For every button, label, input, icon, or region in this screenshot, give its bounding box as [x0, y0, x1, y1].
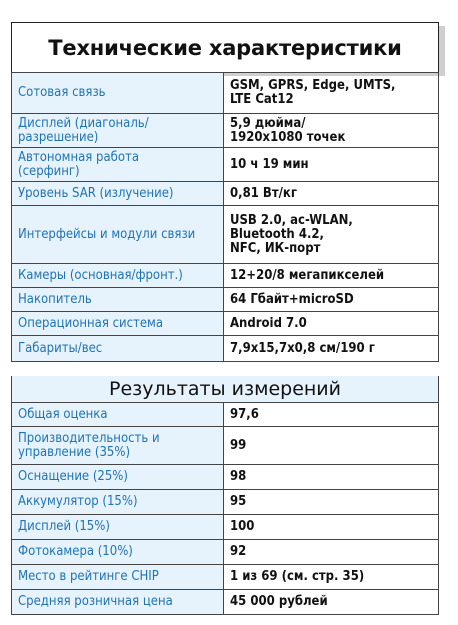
- results-label: Аккумулятор (15%): [12, 490, 224, 515]
- results-label: Место в рейтинге CHIP: [12, 565, 224, 590]
- specs-label: Интерфейсы и модули связи: [12, 206, 224, 264]
- results-value: 45 000 рублей: [224, 590, 439, 615]
- specs-row: [12, 336, 439, 362]
- results-label: Фотокамера (10%): [12, 540, 224, 565]
- specs-value: 5,9 дюйма/ 1920x1080 точек: [224, 114, 439, 148]
- specs-label: Операционная система: [12, 312, 224, 336]
- results-value: 97,6: [224, 403, 439, 427]
- spec-sheet: [11, 8, 439, 616]
- specs-title: Технические характеристики: [11, 22, 439, 72]
- specs-value: 7,9x15,7x0,8 см/190 г: [224, 336, 439, 362]
- specs-label: Дисплей (диагональ/ разрешение): [12, 114, 224, 148]
- specs-row: [12, 288, 439, 312]
- specs-row: [12, 312, 439, 336]
- specs-value: 12+20/8 мегапикселей: [224, 264, 439, 288]
- specs-value: 0,81 Вт/кг: [224, 182, 439, 206]
- specs-label: Уровень SAR (излучение): [12, 182, 224, 206]
- specs-table: [11, 72, 439, 362]
- results-label: Производительность и управление (35%): [12, 427, 224, 465]
- results-row: [12, 565, 439, 590]
- results-title: Результаты измерений: [11, 376, 439, 402]
- results-label: Средняя розничная цена: [12, 590, 224, 615]
- results-label: Оснащение (25%): [12, 465, 224, 490]
- specs-label: Габариты/вес: [12, 336, 224, 362]
- results-label: Общая оценка: [12, 403, 224, 427]
- results-row: [12, 465, 439, 490]
- results-row: [12, 590, 439, 615]
- specs-row: [12, 206, 439, 264]
- specs-label: Накопитель: [12, 288, 224, 312]
- specs-row: [12, 182, 439, 206]
- specs-label: Автономная работа (серфинг): [12, 148, 224, 182]
- specs-row: [12, 73, 439, 114]
- results-value: 99: [224, 427, 439, 465]
- specs-row: [12, 114, 439, 148]
- results-row: [12, 403, 439, 427]
- results-row: [12, 515, 439, 540]
- results-value: 98: [224, 465, 439, 490]
- results-row: [12, 490, 439, 515]
- specs-value: Android 7.0: [224, 312, 439, 336]
- specs-value: 10 ч 19 мин: [224, 148, 439, 182]
- results-value: 100: [224, 515, 439, 540]
- results-value: 92: [224, 540, 439, 565]
- specs-value: USB 2.0, ac-WLAN, Bluetooth 4.2, NFC, ИК-порт: [224, 206, 439, 264]
- results-table: [11, 402, 439, 615]
- results-value: 1 из 69 (см. стр. 35): [224, 565, 439, 590]
- results-row: [12, 540, 439, 565]
- specs-value: GSM, GPRS, Edge, UMTS, LTE Cat12: [224, 73, 439, 114]
- results-value: 95: [224, 490, 439, 515]
- specs-row: [12, 148, 439, 182]
- specs-label: Сотовая связь: [12, 73, 224, 114]
- results-label: Дисплей (15%): [12, 515, 224, 540]
- specs-row: [12, 264, 439, 288]
- specs-value: 64 Гбайт+microSD: [224, 288, 439, 312]
- specs-label: Камеры (основная/фронт.): [12, 264, 224, 288]
- results-row: [12, 427, 439, 465]
